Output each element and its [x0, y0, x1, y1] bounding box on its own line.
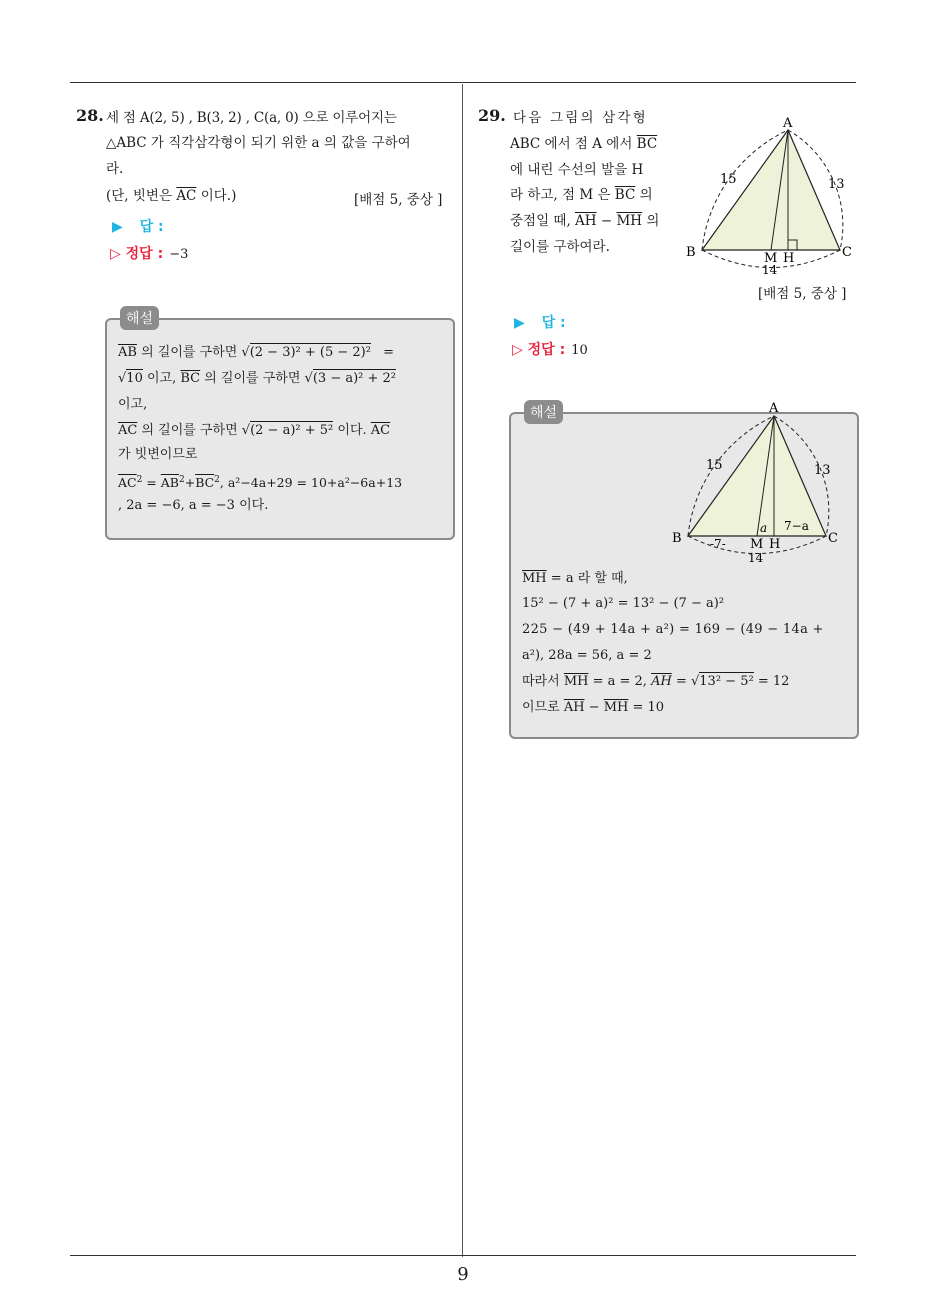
segment-ac: $\overline{AC}$ [370, 423, 391, 438]
label-b: B [672, 531, 682, 546]
q28-number: 28. [76, 106, 104, 125]
radicand: 13² − 5² [699, 674, 754, 689]
q29-exp-line4: a²), 28a = 56, a = 2 [522, 648, 652, 663]
segment-ac: $\overline{AC}$ [118, 423, 138, 438]
label-14: 14 [748, 551, 764, 565]
exp-text: , a²−4a+29 = 10+a²−6a+13 [219, 475, 403, 491]
label-m: M [750, 537, 764, 552]
segment-bc: $\overline{BC}$ [180, 371, 201, 386]
q29-line4 [510, 183, 653, 208]
exp-text: 의 길이를 구하면 [200, 371, 305, 386]
q29-line5 [510, 209, 659, 234]
exp-text: 따라서 [522, 674, 564, 689]
q29-line2-pre: ABC 에서 점 A 에서 [510, 136, 637, 152]
label-b: B [686, 245, 696, 260]
segment-ac: $\overline{AC}$ [176, 188, 197, 204]
q28-explanation-tag: 해설 [120, 306, 159, 330]
exp-text: 이므로 [522, 700, 564, 715]
q29-line1: 다음 그림의 삼각형 [513, 110, 648, 126]
q29-explanation-tag: 해설 [524, 400, 563, 424]
segment-bc: $\overline{BC}$ [636, 136, 658, 152]
q29-line5-mid: − [596, 213, 617, 229]
exp-eq: = [378, 345, 394, 360]
segment-bc: $\overline{BC}$ [195, 475, 215, 491]
sqrt-sign: √ [118, 371, 127, 386]
answer-arrow-icon: ▶ [112, 219, 123, 235]
q28-cond-pre: (단, 빗변은 [106, 188, 177, 204]
q29-score: [배점 5, 중상 ] [758, 286, 847, 302]
q29-triangle-figure [680, 110, 858, 280]
exp-text: 이다. [333, 423, 371, 438]
segment-mh: $\overline{MH}$ [616, 213, 643, 229]
column-divider [462, 84, 463, 1257]
segment-mh: $\overline{MH}$ [603, 700, 629, 715]
exp-text: 이고, [142, 371, 181, 386]
q28-line3: 라. [106, 161, 124, 177]
q28-cond-post: 이다.) [196, 188, 237, 204]
label-h: H [769, 537, 781, 552]
label-c: C [828, 531, 838, 546]
segment-bc: $\overline{BC}$ [614, 187, 636, 203]
q29-line4-post: 의 [635, 187, 653, 203]
q28-exp-line5: 가 빗변이므로 [118, 447, 198, 462]
q29-line3: 에 내린 수선의 발을 H [510, 162, 644, 178]
label-mh: a [760, 521, 768, 535]
correct-arrow-icon: ▷ [512, 342, 523, 358]
segment-ab: $\overline{AB}$ [160, 475, 179, 491]
bottom-rule [70, 1255, 856, 1256]
page-number: 9 [457, 1264, 469, 1285]
label-15: 15 [706, 458, 723, 473]
radicand: 10 [126, 371, 143, 386]
q29-answer-row [514, 312, 566, 332]
q29-exp-line2: 15² − (7 + a)² = 13² − (7 − a)² [522, 596, 725, 611]
exp-text: 의 길이를 구하면 [136, 345, 242, 360]
segment-ab: $\overline{AB}$ [118, 345, 137, 360]
q28-exp-line1 [118, 340, 442, 366]
segment-mh: $\overline{MH}$ [563, 674, 589, 689]
radicand: (2 − a)² + 5² [250, 423, 334, 438]
segment-ah: $\overline{AH}$ [575, 213, 597, 229]
answer-arrow-icon: ▶ [514, 315, 525, 331]
exp-text: − [584, 700, 604, 715]
label-hc: 7−a [784, 519, 809, 533]
q28-exp-line4 [118, 418, 442, 444]
radicand: (3 − a)² + 2² [312, 371, 397, 386]
q28-correct-label: 정답 : [125, 246, 164, 262]
q29-line5-pre: 중점일 때, [510, 213, 576, 229]
q28-answer-label: 답 : [139, 219, 164, 235]
label-a: A [769, 401, 779, 416]
exp-text: 의 길이를 구하면 [137, 423, 242, 438]
q28-line1: 세 점 A(2, 5) , B(3, 2) , C(a, 0) 으로 이루어지는 [106, 110, 397, 126]
q29-correct-row [512, 339, 588, 359]
sqrt-sign: √ [304, 371, 313, 386]
sqrt-sign: √ [241, 345, 250, 360]
q29-line4-pre: 라 하고, 점 M 은 [510, 187, 615, 203]
exp-text: = a 라 할 때, [546, 571, 628, 586]
q28-exp-line3: 이고, [118, 397, 148, 412]
q29-correct-label: 정답 : [527, 342, 566, 358]
q29-line6: 길이를 구하여라. [510, 239, 610, 255]
sqrt-sign: √ [690, 674, 700, 689]
label-15: 15 [720, 172, 737, 187]
q28-correct-value: −3 [169, 247, 189, 262]
q28-correct-row [110, 243, 188, 263]
label-13: 13 [814, 463, 831, 478]
exp-text: = 12 [753, 674, 790, 689]
q29-exp-line3: 225 − (49 + 14a + a²) = 169 − (49 − 14a + [522, 622, 824, 637]
q29-exp-line6 [522, 695, 664, 721]
label-c: C [842, 245, 852, 260]
q29-exp-line1 [522, 566, 628, 592]
q29-line5-post: 의 [642, 213, 660, 229]
label-m: M [764, 251, 778, 266]
radicand: (2 − 3)² + (5 − 2)² [249, 345, 371, 360]
segment-ah: $\overline{AH}$ [651, 674, 672, 689]
label-bm: -7- [710, 537, 726, 551]
exp-text: + [184, 475, 196, 491]
q29-number: 29. [478, 106, 506, 125]
label-13: 13 [828, 177, 845, 192]
sqrt-sign: √ [241, 423, 251, 438]
q28-exp-line6: $\overline{AC}^2 = \overline{AB}^2+\overline{BC}^2$, a²−4a+29 = 10+a²−6a+13 [118, 475, 403, 491]
q28-score: [배점 5, 중상 ] [354, 192, 443, 208]
q29-correct-value: 10 [571, 343, 588, 358]
exp-text: = a = 2, [588, 674, 652, 689]
segment-mh: $\overline{MH}$ [522, 571, 547, 586]
segment-ac: $\overline{AC}$ [118, 475, 137, 491]
q29-explanation-figure [666, 396, 846, 568]
exp-text: = [142, 475, 161, 491]
exp-text: = [671, 674, 691, 689]
q28-exp-line2 [118, 366, 442, 392]
label-14: 14 [762, 263, 778, 277]
exp-text: = 10 [628, 700, 665, 715]
segment-ah: $\overline{AH}$ [563, 700, 585, 715]
q28-exp-line7: , 2a = −6, a = −3 이다. [118, 498, 269, 513]
top-rule [70, 82, 856, 83]
correct-arrow-icon: ▷ [110, 246, 121, 262]
label-a: A [783, 116, 793, 131]
label-h: H [783, 251, 795, 266]
q29-exp-line5 [522, 669, 789, 695]
q28-line2: △ABC 가 직각삼각형이 되기 위한 a 의 값을 구하여 [106, 135, 411, 151]
q28-answer-row [112, 216, 164, 236]
q29-line2 [510, 132, 657, 157]
q28-condition [106, 184, 236, 209]
q29-answer-label: 답 : [541, 315, 566, 331]
